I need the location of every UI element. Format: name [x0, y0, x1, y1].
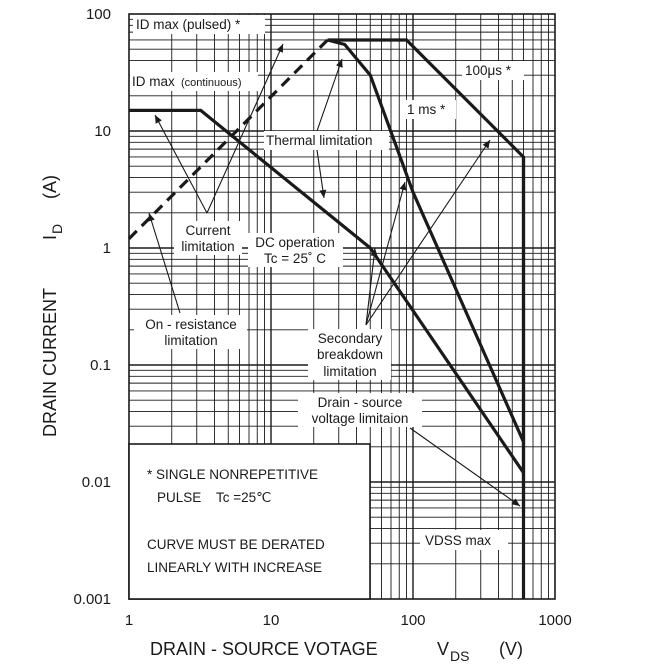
y-axis-title-group: [40, 175, 65, 437]
y-tick-label: 1: [102, 240, 111, 257]
label-dc-2: Tc = 25˚ C: [264, 251, 326, 266]
y-axis-unit: (A): [40, 175, 60, 199]
label-id-continuous: ID max: [132, 74, 175, 89]
label-current-1: Current: [185, 223, 231, 238]
arrowhead: [511, 499, 520, 506]
label-thermal: Thermal limitation: [266, 133, 373, 148]
label-secondary-3: limitation: [323, 364, 377, 379]
label-secondary-1: Secondary: [317, 331, 383, 346]
y-tick-label: 100: [85, 6, 111, 23]
label-drain-1: Drain - source: [317, 395, 403, 410]
arrowhead: [483, 140, 490, 149]
arrow-drain-to-vdss: [410, 428, 520, 506]
label-dc-1: DC operation: [255, 235, 335, 250]
x-axis-subscript: DS: [450, 648, 470, 664]
label-onres-1: On - resistance: [145, 317, 237, 332]
arrow-secondary-to-100us: [366, 140, 490, 325]
note-line-1: * SINGLE NONREPETITIVE: [147, 467, 319, 482]
note-line-4: LINEARLY WITH INCREASE: [147, 560, 323, 575]
label-drain-2: voltage limitaion: [311, 411, 409, 426]
arrow-current-to-continuous: [155, 115, 207, 213]
arrow-thermal-to-1ms: [317, 59, 342, 131]
y-tick-label: 0.1: [90, 357, 111, 374]
y-tick-label: 10: [94, 123, 111, 140]
x-tick-label: 10: [262, 612, 280, 629]
x-tick-label: 100: [400, 612, 426, 629]
y-tick-label: 0.001: [73, 591, 111, 608]
label-vdss-max: VDSS max: [425, 533, 492, 548]
x-axis-symbol: V: [437, 639, 450, 659]
label-100us: 100μs *: [465, 63, 512, 78]
label-secondary-2: breakdown: [316, 347, 384, 362]
arrowhead: [319, 190, 326, 198]
y-tick-label: 0.01: [81, 474, 111, 491]
y-axis-subscript: D: [49, 223, 65, 234]
x-tick-label: 1: [124, 612, 134, 629]
note-line-2: PULSE Tc =25℃: [157, 490, 272, 505]
label-current-2: limitation: [181, 239, 235, 254]
label-1ms: 1 ms *: [407, 102, 446, 117]
note-line-3: CURVE MUST BE DERATED: [147, 537, 325, 552]
arrowhead: [148, 213, 155, 222]
label-onres-2: limitation: [164, 333, 218, 348]
x-axis-title: DRAIN - SOURCE VOTAGE: [150, 639, 378, 659]
label-id-pulsed: ID max (pulsed) *: [136, 17, 241, 32]
y-axis-title: DRAIN CURRENT: [40, 287, 60, 437]
arrowhead: [400, 182, 407, 191]
x-tick-label: 1000: [538, 612, 572, 629]
label-id-continuous-sub: (continuous): [181, 77, 242, 89]
y-axis-symbol: I: [40, 234, 60, 240]
x-axis-unit: (V): [499, 639, 523, 659]
